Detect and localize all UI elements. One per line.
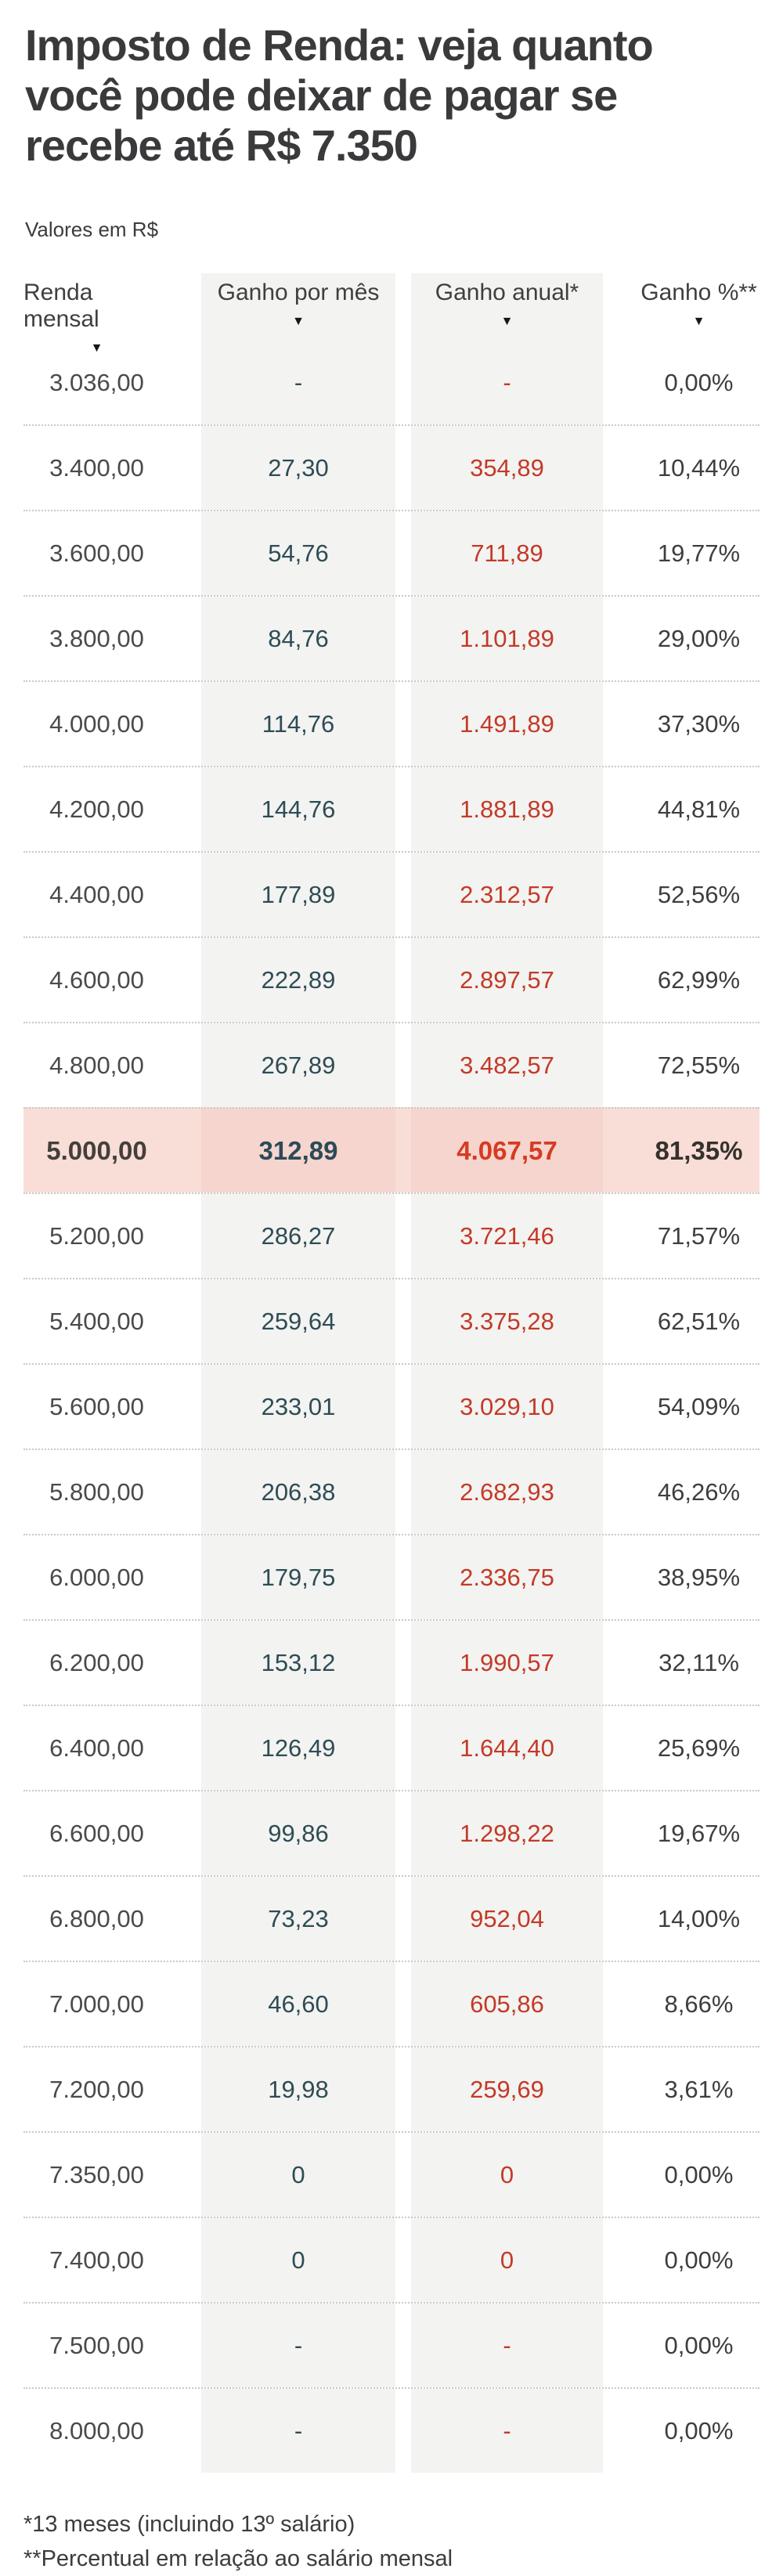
table-row <box>23 2387 760 2473</box>
cell-ganho-anual: 3.721,46 <box>411 1194 603 1278</box>
table-header-row <box>23 273 760 355</box>
cell-renda-mensal: 3.400,00 <box>49 453 144 482</box>
cell-ganho-por-mes: 99,86 <box>201 1791 395 1875</box>
cell-ganho-por-mes: 267,89 <box>201 1023 395 1107</box>
column-gap <box>395 2047 411 2131</box>
page-title-line-1: Imposto de Renda: veja quanto <box>25 20 653 70</box>
cell-renda-mensal: 7.000,00 <box>49 1990 144 2018</box>
cell-renda-mensal: 4.000,00 <box>49 709 144 738</box>
column-header-label: Ganho anual* <box>435 280 579 305</box>
cell-renda-mensal: 6.400,00 <box>49 1734 144 1762</box>
table-row <box>23 1449 760 1534</box>
cell-renda-mensal: 7.200,00 <box>49 2075 144 2103</box>
cell-ganho-anual: 4.067,57 <box>411 1109 603 1192</box>
tax-table <box>23 273 760 2473</box>
cell-ganho-percentual: 19,67% <box>657 1819 741 1847</box>
sort-triangle-icon: ▼ <box>90 341 103 355</box>
cell-ganho-percentual: 0,00% <box>664 2160 734 2188</box>
cell-ganho-por-mes: - <box>201 2304 395 2387</box>
table-row <box>23 510 760 595</box>
cell-renda-mensal: 4.400,00 <box>49 880 144 908</box>
cell-ganho-percentual: 72,55% <box>657 1051 741 1079</box>
cell-renda-mensal: 6.600,00 <box>49 1819 144 1847</box>
footnote-annual: *13 meses (incluindo 13º salário) <box>23 2512 355 2537</box>
cell-ganho-percentual: 29,00% <box>657 624 741 652</box>
cell-renda-mensal: 4.200,00 <box>49 795 144 823</box>
cell-ganho-por-mes: 114,76 <box>201 682 395 766</box>
cell-ganho-percentual: 37,30% <box>657 709 741 738</box>
cell-ganho-anual: - <box>411 2304 603 2387</box>
cell-ganho-por-mes: 27,30 <box>201 426 395 510</box>
table-row <box>23 341 760 424</box>
page-title-line-3: recebe até R$ 7.350 <box>25 121 417 170</box>
cell-renda-mensal: 5.800,00 <box>49 1477 144 1506</box>
table-row <box>23 766 760 851</box>
cell-ganho-percentual: 44,81% <box>657 795 741 823</box>
cell-ganho-por-mes: 312,89 <box>201 1109 395 1192</box>
footnotes <box>23 2507 783 2576</box>
cell-ganho-por-mes: 222,89 <box>201 938 395 1022</box>
cell-renda-mensal: 6.200,00 <box>49 1648 144 1676</box>
cell-renda-mensal: 6.800,00 <box>49 1904 144 1932</box>
cell-ganho-percentual: 38,95% <box>657 1563 741 1591</box>
table-row <box>23 936 760 1022</box>
table-row <box>23 1192 760 1278</box>
table-row <box>23 424 760 510</box>
cell-ganho-anual: 354,89 <box>411 426 603 510</box>
cell-ganho-anual: 0 <box>411 2218 603 2302</box>
cell-renda-mensal: 8.000,00 <box>49 2416 144 2444</box>
cell-ganho-por-mes: 73,23 <box>201 1877 395 1961</box>
cell-renda-mensal: 5.000,00 <box>46 1135 147 1165</box>
page-title <box>25 20 777 171</box>
table-row <box>23 1022 760 1107</box>
cell-ganho-percentual: 10,44% <box>657 453 741 482</box>
cell-renda-mensal: 3.800,00 <box>49 624 144 652</box>
cell-renda-mensal: 3.600,00 <box>49 539 144 567</box>
column-gap <box>395 1450 411 1534</box>
column-gap <box>395 1706 411 1790</box>
cell-renda-mensal: 5.400,00 <box>49 1307 144 1335</box>
column-gap <box>395 2133 411 2217</box>
cell-ganho-por-mes: 233,01 <box>201 1365 395 1449</box>
cell-renda-mensal: 7.500,00 <box>49 2331 144 2359</box>
cell-ganho-percentual: 8,66% <box>664 1990 734 2018</box>
cell-ganho-por-mes: 54,76 <box>201 511 395 595</box>
cell-ganho-percentual: 25,69% <box>657 1734 741 1762</box>
cell-ganho-por-mes: 126,49 <box>201 1706 395 1790</box>
cell-ganho-por-mes: 0 <box>201 2133 395 2217</box>
cell-ganho-por-mes: - <box>201 2389 395 2473</box>
table-row <box>23 595 760 680</box>
cell-renda-mensal: 4.600,00 <box>49 965 144 994</box>
cell-ganho-percentual: 3,61% <box>664 2075 734 2103</box>
column-header-label: Ganho por mês <box>217 280 380 305</box>
cell-ganho-percentual: 14,00% <box>657 1904 741 1932</box>
table-row <box>23 2217 760 2302</box>
cell-renda-mensal: 4.800,00 <box>49 1051 144 1079</box>
cell-ganho-percentual: 62,99% <box>657 965 741 994</box>
cell-ganho-anual: 259,69 <box>411 2047 603 2131</box>
column-gap <box>395 2218 411 2302</box>
cell-renda-mensal: 5.600,00 <box>49 1392 144 1420</box>
table-body <box>23 341 760 2473</box>
table-row <box>23 1619 760 1705</box>
cell-ganho-anual: 605,86 <box>411 1962 603 2046</box>
cell-ganho-por-mes: 206,38 <box>201 1450 395 1534</box>
cell-ganho-anual: 1.298,22 <box>411 1791 603 1875</box>
cell-ganho-anual: 0 <box>411 2133 603 2217</box>
cell-ganho-por-mes: 177,89 <box>201 853 395 936</box>
column-gap <box>395 1279 411 1363</box>
cell-ganho-por-mes: 179,75 <box>201 1535 395 1619</box>
cell-ganho-anual: 2.312,57 <box>411 853 603 936</box>
table-row <box>23 1705 760 1790</box>
column-gap <box>395 1621 411 1705</box>
column-gap <box>395 682 411 766</box>
column-gap <box>395 2304 411 2387</box>
table-row <box>23 1363 760 1449</box>
cell-ganho-anual: 3.375,28 <box>411 1279 603 1363</box>
cell-renda-mensal: 5.200,00 <box>49 1221 144 1250</box>
cell-ganho-anual: 952,04 <box>411 1877 603 1961</box>
cell-renda-mensal: 6.000,00 <box>49 1563 144 1591</box>
cell-ganho-percentual: 0,00% <box>664 2416 734 2444</box>
cell-ganho-anual: - <box>411 2389 603 2473</box>
cell-ganho-por-mes: - <box>201 341 395 424</box>
cell-ganho-percentual: 0,00% <box>664 2331 734 2359</box>
cell-ganho-anual: 3.029,10 <box>411 1365 603 1449</box>
table-row <box>23 2046 760 2131</box>
footnote-percent: **Percentual em relação ao salário mensal <box>23 2546 453 2571</box>
table-row <box>23 1278 760 1363</box>
cell-ganho-por-mes: 46,60 <box>201 1962 395 2046</box>
cell-renda-mensal: 7.350,00 <box>49 2160 144 2188</box>
column-gap <box>395 1535 411 1619</box>
column-gap <box>395 341 411 424</box>
cell-ganho-por-mes: 19,98 <box>201 2047 395 2131</box>
column-gap <box>395 1194 411 1278</box>
cell-ganho-anual: 1.101,89 <box>411 597 603 680</box>
cell-ganho-percentual: 0,00% <box>664 2246 734 2274</box>
column-gap <box>395 1791 411 1875</box>
column-header-label: Renda mensal <box>23 280 99 332</box>
column-gap <box>395 2389 411 2473</box>
cell-ganho-por-mes: 153,12 <box>201 1621 395 1705</box>
table-row <box>23 2131 760 2217</box>
column-gap <box>395 767 411 851</box>
cell-renda-mensal: 3.036,00 <box>49 368 144 396</box>
column-gap <box>395 511 411 595</box>
cell-ganho-por-mes: 0 <box>201 2218 395 2302</box>
cell-ganho-percentual: 32,11% <box>659 1648 739 1676</box>
column-gap <box>395 853 411 936</box>
cell-ganho-por-mes: 286,27 <box>201 1194 395 1278</box>
column-gap <box>395 597 411 680</box>
table-row <box>23 1534 760 1619</box>
cell-ganho-percentual: 46,26% <box>657 1477 741 1506</box>
column-gap <box>395 1023 411 1107</box>
cell-ganho-percentual: 52,56% <box>657 880 741 908</box>
unit-note: Valores em R$ <box>25 218 159 241</box>
table-row <box>23 1107 760 1192</box>
table-row <box>23 851 760 936</box>
cell-ganho-anual: - <box>411 341 603 424</box>
table-row <box>23 680 760 766</box>
column-gap <box>395 1109 411 1192</box>
cell-ganho-anual: 2.682,93 <box>411 1450 603 1534</box>
page-title-line-2: você pode deixar de pagar se <box>25 70 618 120</box>
cell-ganho-percentual: 54,09% <box>657 1392 741 1420</box>
column-gap <box>395 1365 411 1449</box>
sort-triangle-icon: ▼ <box>692 315 705 328</box>
table-row <box>23 1961 760 2046</box>
cell-ganho-por-mes: 259,64 <box>201 1279 395 1363</box>
cell-ganho-percentual: 19,77% <box>657 539 741 567</box>
cell-ganho-anual: 2.897,57 <box>411 938 603 1022</box>
column-gap <box>395 1877 411 1961</box>
cell-ganho-por-mes: 84,76 <box>201 597 395 680</box>
cell-ganho-anual: 1.881,89 <box>411 767 603 851</box>
column-gap <box>395 1962 411 2046</box>
cell-ganho-percentual: 81,35% <box>655 1135 743 1165</box>
cell-ganho-percentual: 0,00% <box>664 368 734 396</box>
column-gap <box>395 426 411 510</box>
table-row <box>23 1790 760 1875</box>
sort-triangle-icon: ▼ <box>292 315 305 328</box>
cell-ganho-percentual: 71,57% <box>657 1221 741 1250</box>
table-row <box>23 2302 760 2387</box>
cell-ganho-percentual: 62,51% <box>657 1307 741 1335</box>
cell-renda-mensal: 7.400,00 <box>49 2246 144 2274</box>
cell-ganho-por-mes: 144,76 <box>201 767 395 851</box>
column-header-label: Ganho %** <box>640 280 757 305</box>
sort-triangle-icon: ▼ <box>500 315 514 328</box>
cell-ganho-anual: 711,89 <box>411 511 603 595</box>
cell-ganho-anual: 2.336,75 <box>411 1535 603 1619</box>
cell-ganho-anual: 1.644,40 <box>411 1706 603 1790</box>
table-row <box>23 1875 760 1961</box>
cell-ganho-anual: 1.491,89 <box>411 682 603 766</box>
cell-ganho-anual: 3.482,57 <box>411 1023 603 1107</box>
cell-ganho-anual: 1.990,57 <box>411 1621 603 1705</box>
column-gap <box>395 938 411 1022</box>
